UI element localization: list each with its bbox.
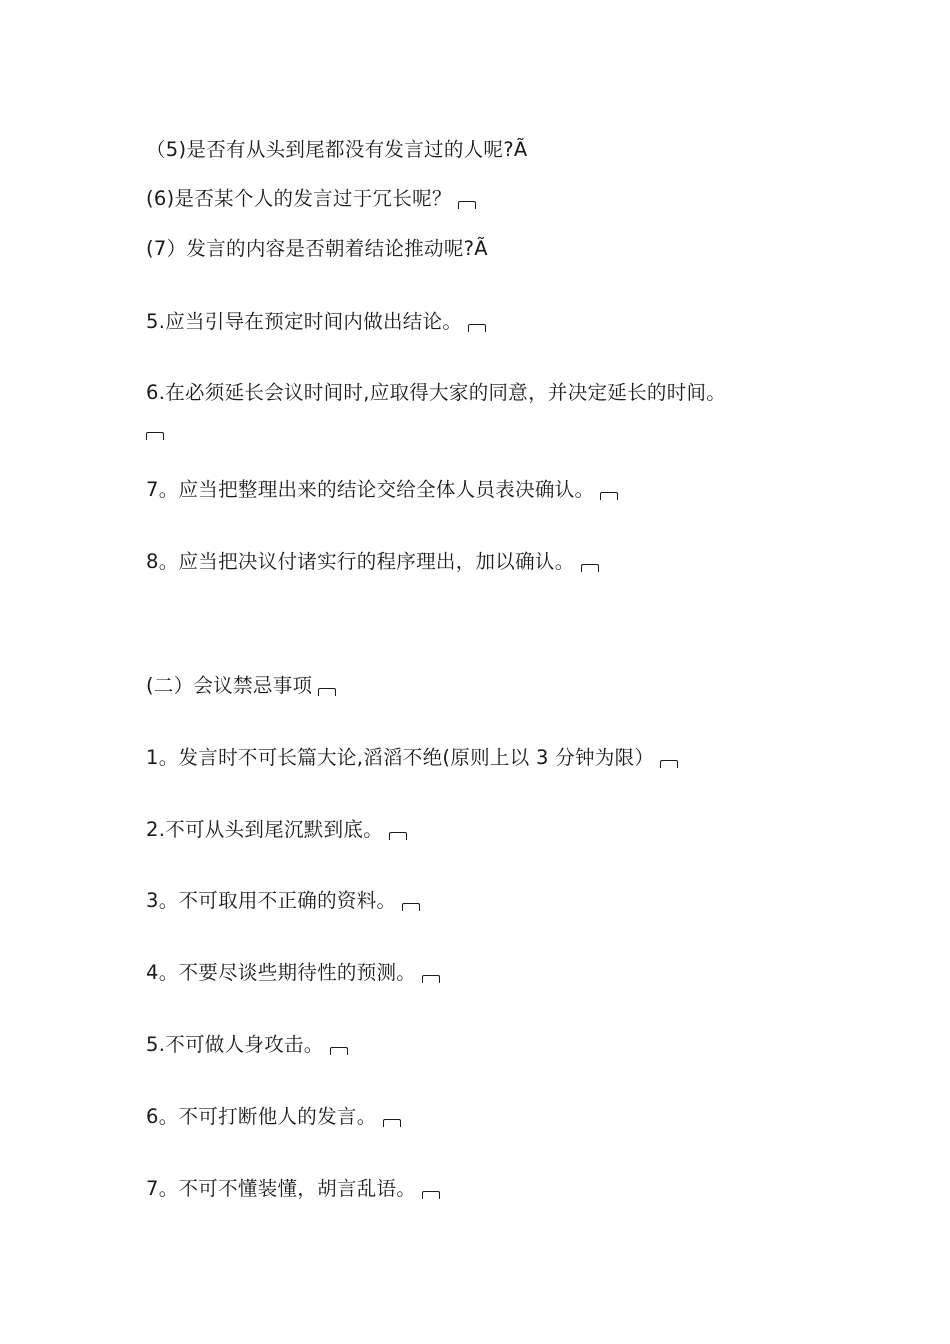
line-text: 7。不可不懂装懂，胡言乱语。 (146, 1177, 417, 1200)
text-line (146, 548, 599, 576)
paragraph-mark-icon (660, 760, 678, 768)
paragraph-mark-icon (600, 492, 618, 500)
paragraph-mark-icon (330, 1047, 348, 1055)
line-text: 6。不可打断他人的发言。 (146, 1105, 377, 1128)
paragraph-mark-icon (468, 324, 486, 332)
paragraph-mark-icon (458, 201, 476, 209)
text-line (146, 235, 488, 263)
line-text: (7）发言的内容是否朝着结论推动呢?Ã (146, 237, 488, 260)
paragraph-mark-icon (402, 903, 420, 911)
line-text: 4。不要尽谈些期待性的预测。 (146, 961, 417, 984)
line-text: (6)是否某个人的发言过于冗长呢？ (146, 187, 452, 210)
text-line (146, 816, 407, 844)
text-line (146, 887, 420, 915)
text-line (146, 959, 440, 987)
text-line (146, 1175, 440, 1203)
text-line (146, 476, 618, 504)
line-text: 2.不可从头到尾沉默到底。 (146, 818, 384, 841)
paragraph-mark-icon (422, 975, 440, 983)
paragraph-mark-icon (146, 432, 164, 440)
paragraph-mark-icon (389, 832, 407, 840)
paragraph-mark-icon (581, 564, 599, 572)
text-line (146, 308, 486, 336)
line-text: 6.在必须延长会议时间时,应取得大家的同意，并决定延长的时间。 (146, 381, 727, 404)
paragraph-mark-icon (383, 1119, 401, 1127)
text-line (146, 1031, 348, 1059)
paragraph-mark-icon (422, 1191, 440, 1199)
line-text: （5)是否有从头到尾都没有发言过的人呢?Ã (146, 138, 528, 161)
line-text: 1。发言时不可长篇大论,滔滔不绝(原则上以 3 分钟为限） (146, 746, 655, 769)
line-text: 7。应当把整理出来的结论交给全体人员表决确认。 (146, 478, 595, 501)
text-line (146, 1103, 401, 1131)
paragraph-mark-icon (318, 688, 336, 696)
line-text: 3。不可取用不正确的资料。 (146, 889, 397, 912)
text-line (146, 136, 528, 164)
text-line (146, 185, 476, 213)
line-text: (二）会议禁忌事项 (146, 674, 313, 697)
line-text: 8。应当把决议付诸实行的程序理出，加以确认。 (146, 550, 575, 573)
section-heading (146, 672, 336, 700)
text-line (146, 744, 678, 772)
text-line (146, 379, 726, 407)
line-text: 5.应当引导在预定时间内做出结论。 (146, 310, 463, 333)
line-text: 5.不可做人身攻击。 (146, 1033, 324, 1056)
